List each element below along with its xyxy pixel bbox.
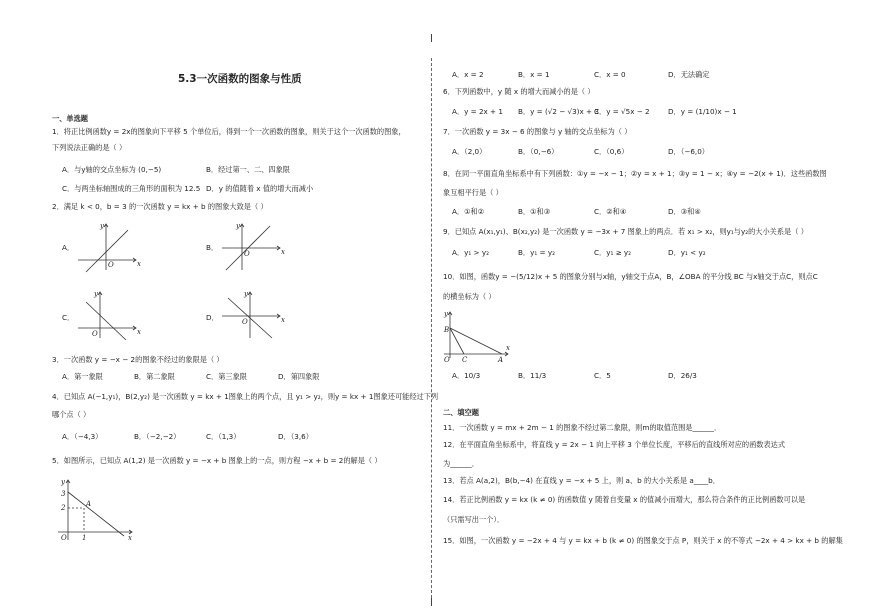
svg-text:y: y [61, 478, 65, 486]
svg-text:y: y [100, 222, 104, 230]
svg-text:O: O [61, 534, 67, 542]
q10-text: 10．如图，函数y = −(5/12)x + 5 的图象分别与x轴，y轴交于点A，B，∠OBA 的平分线 BC 与x轴交于点C，则点C [443, 272, 818, 281]
q13-text: 13．若点 A(a,2)，B(b,−4) 在直线 y = −x + 5 上，则 a、b 的大小关系是 a____b． [443, 476, 720, 485]
q1-option-b: B．经过第一、二、四象限 [206, 165, 290, 174]
q5-figure [56, 478, 136, 542]
q9-option-c: C．y₁ ≥ y₂ [594, 248, 632, 257]
svg-text:y: y [94, 290, 98, 298]
q7-option-a: A．（2,0） [452, 147, 487, 156]
svg-text:O: O [244, 250, 250, 258]
svg-text:1: 1 [82, 534, 87, 542]
q9-option-b: B．y₁ = y₂ [518, 248, 555, 257]
q6-option-a: A．y = 2x + 1 [452, 107, 503, 116]
svg-text:C: C [462, 356, 468, 364]
q8-option-a: A．①和② [452, 207, 485, 216]
svg-text:A: A [498, 356, 504, 364]
q12-text: 12．在平面直角坐标系中，将直线 y = 2x − 1 向上平移 3 个单位长度，平移后的直线所对应的函数表达式 [443, 440, 786, 449]
q2-graph-a [78, 222, 148, 272]
q4-text: 4．已知点 A(−1,y₁)，B(2,y₂) 是一次函数 y = kx + 1图象上的两个点，且 y₁ > y₂，则y = kx + 1图象还可能经过下列 [52, 392, 439, 401]
q11-text: 11．一次函数 y = mx + 2m − 1 的图象不经过第二象限，则m的取值范围是______． [443, 423, 722, 432]
q10-figure [442, 310, 512, 364]
page-title: 5.3一次函数的图象与性质 [178, 73, 302, 85]
q1-text-cont: 下列说法正确的是（ ） [52, 143, 127, 152]
q3-text: 3．一次函数 y = −x − 2的图象不经过的象限是（ ） [52, 355, 224, 364]
q6-option-b: B．y = (√2 − √3)x + 3 [518, 107, 599, 116]
q2-option-b: B． [206, 243, 219, 252]
q3-option-d: D．第四象限 [278, 372, 320, 381]
q9-option-d: D．y₁ < y₂ [668, 248, 706, 257]
svg-text:x: x [506, 344, 510, 352]
q1-option-d: D．y 的值随着 x 值的增大而减小 [206, 184, 314, 193]
svg-text:A: A [86, 500, 92, 508]
q7-option-c: C．（0,6） [594, 147, 629, 156]
svg-text:3: 3 [61, 490, 66, 498]
q2-graph-d [222, 290, 292, 340]
q5-text: 5．如图所示，已知点 A(1,2) 是一次函数 y = −x + b 图象上的一点，则方程 −x + b = 2的解是（ ） [52, 456, 382, 465]
svg-text:x: x [128, 534, 132, 542]
svg-text:O: O [444, 356, 450, 364]
q4-option-d: D．（3,6） [278, 432, 313, 441]
q10-option-a: A．10/3 [452, 371, 481, 380]
q2-option-a: A． [62, 243, 75, 252]
q10-text-cont: 的横坐标为（ ） [443, 292, 496, 301]
q8-text-cont: 象互相平行是（ ） [443, 188, 503, 197]
section-heading-single: 一、单选题 [52, 114, 88, 123]
q10-option-d: D．26/3 [668, 371, 697, 380]
q2-graph-b [222, 222, 292, 272]
svg-text:y: y [444, 310, 448, 318]
q6-text: 6．下列函数中，y 随 x 的增大而减小的是（ ） [443, 87, 595, 96]
q9-option-a: A．y₁ > y₂ [452, 248, 489, 257]
margin-mark [431, 34, 432, 42]
q14-text: 14．若正比例函数 y = kx (k ≠ 0) 的函数值 y 随着自变量 x 的值减小而增大，那么符合条件的正比例函数可以是 [443, 495, 806, 504]
svg-text:O: O [242, 318, 248, 326]
q15-text: 15．如图，一次函数 y = −2x + 4 与 y = kx + b (k ≠ 0) 的图象交于点 P，则关于 x 的不等式 −2x + 4 > kx + b 的解集 [443, 536, 843, 545]
q3-option-a: A．第一象限 [62, 372, 103, 381]
svg-text:B: B [444, 326, 450, 334]
column-divider [431, 58, 432, 598]
margin-mark [431, 598, 432, 606]
svg-text:y: y [236, 222, 240, 230]
q8-option-d: D．③和④ [668, 207, 701, 216]
section-heading-fill: 二、填空题 [443, 408, 479, 417]
svg-text:O: O [108, 261, 114, 269]
q8-text: 8．在同一平面直角坐标系中有下列函数：①y = −x − 1；②y = x + 1；③y = 1 − x；④y = −2(x + 1)．这些函数图 [443, 169, 827, 178]
q4-option-c: C．（1,3） [206, 432, 241, 441]
q14-text-cont: （只需写出一个）． [443, 515, 505, 524]
q1-option-a: A．与y轴的交点坐标为 (0,−5) [62, 165, 162, 174]
q3-option-c: C．第三象限 [206, 372, 247, 381]
q2-option-d: D． [206, 313, 219, 322]
q3-option-b: B．第二象限 [134, 372, 175, 381]
q4-text-cont: 哪个点（ ） [52, 410, 91, 419]
q5-option-a: A．x = 2 [452, 70, 484, 79]
q8-option-c: C．②和④ [594, 207, 627, 216]
svg-text:x: x [137, 260, 141, 268]
q10-option-c: C．5 [594, 371, 611, 380]
q1-text: 1．将正比例函数y = 2x的图象向下平移 5 个单位后，得到一个一次函数的图象，则关于这个一次函数的图象， [52, 127, 406, 136]
svg-text:O: O [92, 330, 98, 338]
q4-option-a: A．（−4,3） [62, 432, 103, 441]
svg-text:y: y [244, 290, 248, 298]
q12-text-cont: 为______． [443, 459, 479, 468]
svg-text:x: x [281, 248, 285, 256]
q9-text: 9．已知点 A(x₁,y₁)、B(x₂,y₂) 是一次函数 y = −3x + 7 图象上的两点．若 x₁ > x₂，则y₁与y₂的大小关系是（ ） [443, 227, 808, 236]
q1-option-c: C．与两坐标轴围成的三角形的面积为 12.5 [62, 184, 201, 193]
q5-option-d: D．无法确定 [668, 70, 710, 79]
svg-text:x: x [137, 328, 141, 336]
svg-text:x: x [281, 316, 285, 324]
q7-option-b: B．（0,−6） [518, 147, 559, 156]
q8-option-b: B．①和③ [518, 207, 551, 216]
q6-option-c: C．y = √5x − 2 [594, 107, 650, 116]
q7-option-d: D．（−6,0） [668, 147, 709, 156]
q6-option-d: D．y = (1/10)x − 1 [668, 107, 737, 116]
q4-option-b: B．（−2,−2） [134, 432, 181, 441]
q2-option-c: C． [62, 313, 75, 322]
q7-text: 7．一次函数 y = 3x − 6 的图象与 y 轴的交点坐标为（ ） [443, 127, 632, 136]
q2-graph-c [78, 290, 148, 340]
q5-option-c: C．x = 0 [594, 70, 626, 79]
svg-text:2: 2 [61, 504, 66, 512]
q2-text: 2．满足 k < 0，b = 3 的一次函数 y = kx + b 的图象大致是（ ） [52, 202, 268, 211]
q10-option-b: B．11/3 [518, 371, 547, 380]
q5-option-b: B．x = 1 [518, 70, 550, 79]
